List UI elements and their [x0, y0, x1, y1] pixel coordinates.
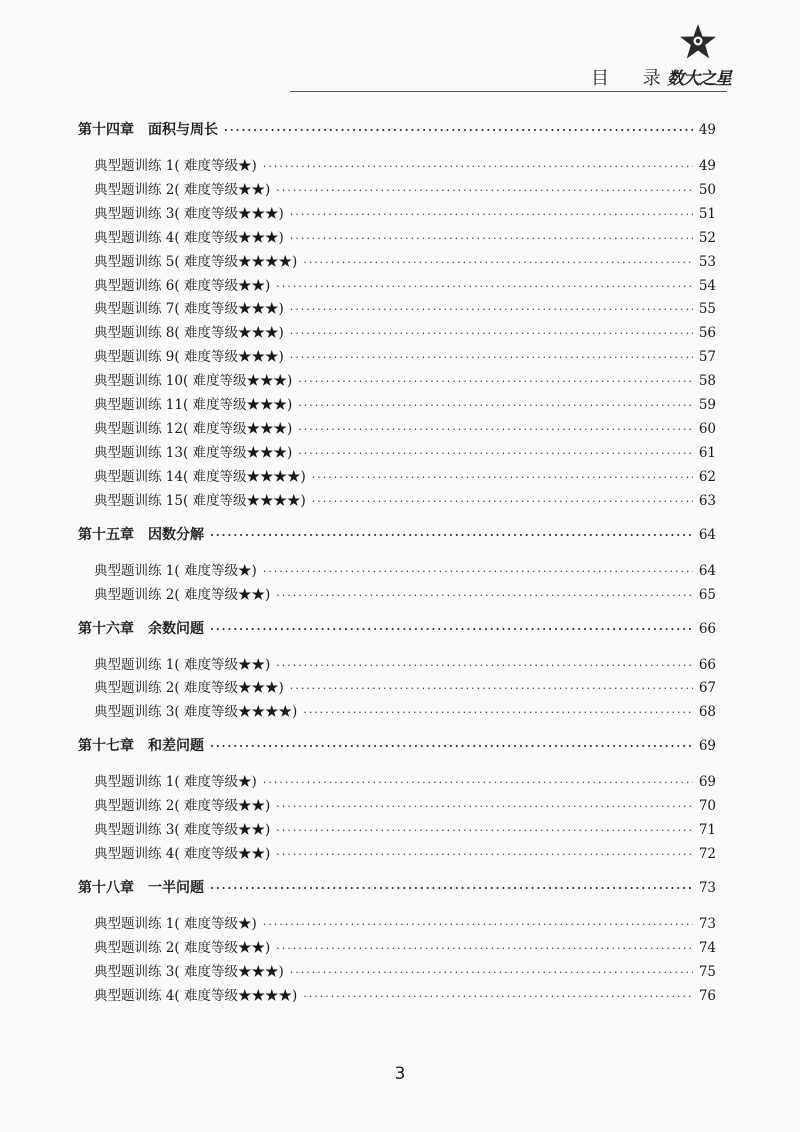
leader-dots: [210, 525, 693, 547]
item-title: 典型题训练 7( 难度等级★★★): [94, 301, 284, 318]
item-page-number: 49: [698, 158, 716, 174]
toc-item-entry[interactable]: [94, 913, 716, 935]
item-title: 典型题训练 11( 难度等级★★★): [94, 397, 293, 413]
chapter-title: 第十六章 余数问题: [78, 620, 204, 637]
item-title: 典型题训练 12( 难度等级★★★): [94, 420, 293, 437]
item-title: 典型题训练 15( 难度等级★★★★): [94, 492, 306, 509]
leader-dots: [298, 443, 693, 465]
leader-dots: [312, 491, 693, 513]
leader-dots: [263, 772, 693, 794]
item-page-number: 74: [698, 939, 716, 956]
item-page-number: 70: [698, 798, 716, 815]
item-page-number: 52: [698, 229, 716, 246]
item-title: 典型题训练 13( 难度等级★★★): [94, 444, 293, 461]
leader-dots: [303, 986, 693, 1008]
leader-dots: [210, 878, 693, 900]
item-title: 典型题训练 2( 难度等级★★): [94, 586, 271, 603]
toc-item-entry[interactable]: [94, 490, 716, 512]
item-title: 典型题训练 3( 难度等级★★★): [94, 205, 284, 222]
leader-dots: [276, 180, 693, 202]
toc-item-entry[interactable]: [94, 771, 716, 793]
chapter-title: 第十八章 一半问题: [78, 880, 204, 896]
item-title: 典型题训练 3( 难度等级★★★): [94, 963, 284, 980]
item-title: 典型题训练 1( 难度等级★★): [94, 656, 271, 673]
item-page-number: 73: [698, 916, 716, 932]
item-title: 典型题训练 9( 难度等级★★★): [94, 349, 284, 366]
toc-item-entry[interactable]: [94, 843, 716, 865]
leader-dots: [210, 736, 693, 758]
item-page-number: 51: [698, 205, 716, 222]
item-title: 典型题训练 2( 难度等级★★): [94, 798, 271, 815]
chapter-page-number: 69: [698, 738, 716, 755]
leader-dots: [263, 914, 693, 936]
leader-dots: [290, 678, 693, 700]
toc-item-entry[interactable]: [94, 346, 716, 368]
leader-dots: [263, 561, 693, 583]
leader-dots: [276, 585, 693, 607]
leader-dots: [276, 796, 693, 818]
leader-dots: [276, 276, 693, 298]
item-title: 典型题训练 8( 难度等级★★★): [94, 325, 284, 342]
chapter-page-number: 64: [698, 526, 716, 543]
item-title: 典型题训练 2( 难度等级★★★): [94, 680, 284, 697]
star-logo-icon: [678, 22, 718, 62]
item-title: 典型题训练 3( 难度等级★★★★): [94, 704, 298, 721]
toc-item-entry[interactable]: [94, 677, 716, 699]
toc-chapter-entry[interactable]: [78, 618, 716, 640]
leader-dots: [224, 120, 693, 142]
leader-dots: [210, 619, 693, 641]
item-title: 典型题训练 3( 难度等级★★): [94, 822, 271, 839]
item-page-number: 53: [698, 253, 716, 270]
item-title: 典型题训练 1( 难度等级★): [94, 562, 257, 579]
leader-dots: [312, 467, 693, 489]
chapter-page-number: 66: [698, 620, 716, 637]
leader-dots: [276, 844, 693, 866]
item-page-number: 63: [698, 492, 716, 509]
item-page-number: 60: [698, 420, 716, 437]
toc-item-entry[interactable]: [94, 961, 716, 983]
toc-chapter-entry[interactable]: [78, 524, 716, 546]
leader-dots: [290, 299, 693, 321]
header-title: 目 录: [591, 68, 675, 89]
item-title: 典型题训练 2( 难度等级★★): [94, 939, 271, 956]
item-title: 典型题训练 1( 难度等级★): [94, 916, 257, 932]
header-brand: 数大之星: [667, 69, 731, 89]
header-divider: [290, 91, 727, 92]
item-page-number: 66: [698, 656, 716, 673]
item-page-number: 69: [698, 774, 716, 791]
item-title: 典型题训练 4( 难度等级★★★): [94, 229, 284, 246]
item-page-number: 62: [698, 468, 716, 485]
leader-dots: [290, 204, 693, 226]
toc-item-entry[interactable]: [94, 227, 716, 249]
item-title: 典型题训练 4( 难度等级★★★★): [94, 987, 298, 1004]
leader-dots: [276, 820, 693, 842]
chapter-title: 第十四章 面积与周长: [78, 122, 218, 138]
item-title: 典型题训练 1( 难度等级★): [94, 158, 257, 174]
chapter-title: 第十七章 和差问题: [78, 738, 204, 755]
leader-dots: [298, 395, 693, 417]
item-title: 典型题训练 14( 难度等级★★★★): [94, 468, 306, 485]
item-page-number: 61: [698, 444, 716, 461]
chapter-page-number: 73: [698, 880, 716, 896]
page-header: [0, 0, 800, 100]
item-title: 典型题训练 6( 难度等级★★): [94, 277, 271, 294]
toc-item-entry[interactable]: [94, 560, 716, 582]
item-title: 典型题训练 1( 难度等级★): [94, 774, 257, 791]
toc-item-entry[interactable]: [94, 394, 716, 416]
toc-item-entry[interactable]: [94, 466, 716, 488]
toc-item-entry[interactable]: [94, 275, 716, 297]
item-page-number: 58: [698, 373, 716, 390]
leader-dots: [290, 228, 693, 250]
toc-item-entry[interactable]: [94, 370, 716, 392]
item-page-number: 64: [698, 562, 716, 579]
page-number: 3: [394, 1064, 406, 1084]
item-page-number: 68: [698, 704, 716, 721]
item-title: 典型题训练 4( 难度等级★★): [94, 846, 271, 862]
chapter-page-number: 49: [698, 122, 716, 138]
toc-item-entry[interactable]: [94, 795, 716, 817]
item-title: 典型题训练 10( 难度等级★★★): [94, 373, 293, 390]
toc-item-entry[interactable]: [94, 584, 716, 606]
item-page-number: 65: [698, 586, 716, 603]
leader-dots: [276, 938, 693, 960]
item-page-number: 59: [698, 397, 716, 413]
toc-item-entry[interactable]: [94, 654, 716, 676]
toc-item-entry[interactable]: [94, 701, 716, 723]
leader-dots: [276, 655, 693, 677]
item-page-number: 56: [698, 325, 716, 342]
item-page-number: 50: [698, 181, 716, 198]
toc-item-entry[interactable]: [94, 155, 716, 177]
toc-chapter-entry[interactable]: [78, 119, 716, 141]
toc-item-entry[interactable]: [94, 442, 716, 464]
leader-dots: [290, 323, 693, 345]
item-page-number: 71: [698, 822, 716, 839]
leader-dots: [263, 156, 693, 178]
leader-dots: [290, 347, 693, 369]
item-page-number: 75: [698, 963, 716, 980]
leader-dots: [298, 419, 693, 441]
toc-item-entry[interactable]: [94, 298, 716, 320]
toc-item-entry[interactable]: [94, 418, 716, 440]
item-page-number: 57: [698, 349, 716, 366]
leader-dots: [298, 371, 693, 393]
chapter-title: 第十五章 因数分解: [78, 526, 204, 543]
toc-item-entry[interactable]: [94, 251, 716, 273]
leader-dots: [290, 962, 693, 984]
toc-chapter-entry[interactable]: [78, 877, 716, 899]
toc-item-entry[interactable]: [94, 322, 716, 344]
toc-item-entry[interactable]: [94, 985, 716, 1007]
toc-item-entry[interactable]: [94, 203, 716, 225]
toc-item-entry[interactable]: [94, 179, 716, 201]
item-page-number: 55: [698, 301, 716, 318]
toc-item-entry[interactable]: [94, 819, 716, 841]
toc-chapter-entry[interactable]: [78, 735, 716, 757]
item-page-number: 67: [698, 680, 716, 697]
toc-item-entry[interactable]: [94, 937, 716, 959]
item-page-number: 76: [698, 987, 716, 1004]
item-page-number: 72: [698, 846, 716, 862]
leader-dots: [303, 252, 693, 274]
item-title: 典型题训练 5( 难度等级★★★★): [94, 253, 298, 270]
item-page-number: 54: [698, 277, 716, 294]
leader-dots: [303, 702, 693, 724]
item-title: 典型题训练 2( 难度等级★★): [94, 181, 271, 198]
